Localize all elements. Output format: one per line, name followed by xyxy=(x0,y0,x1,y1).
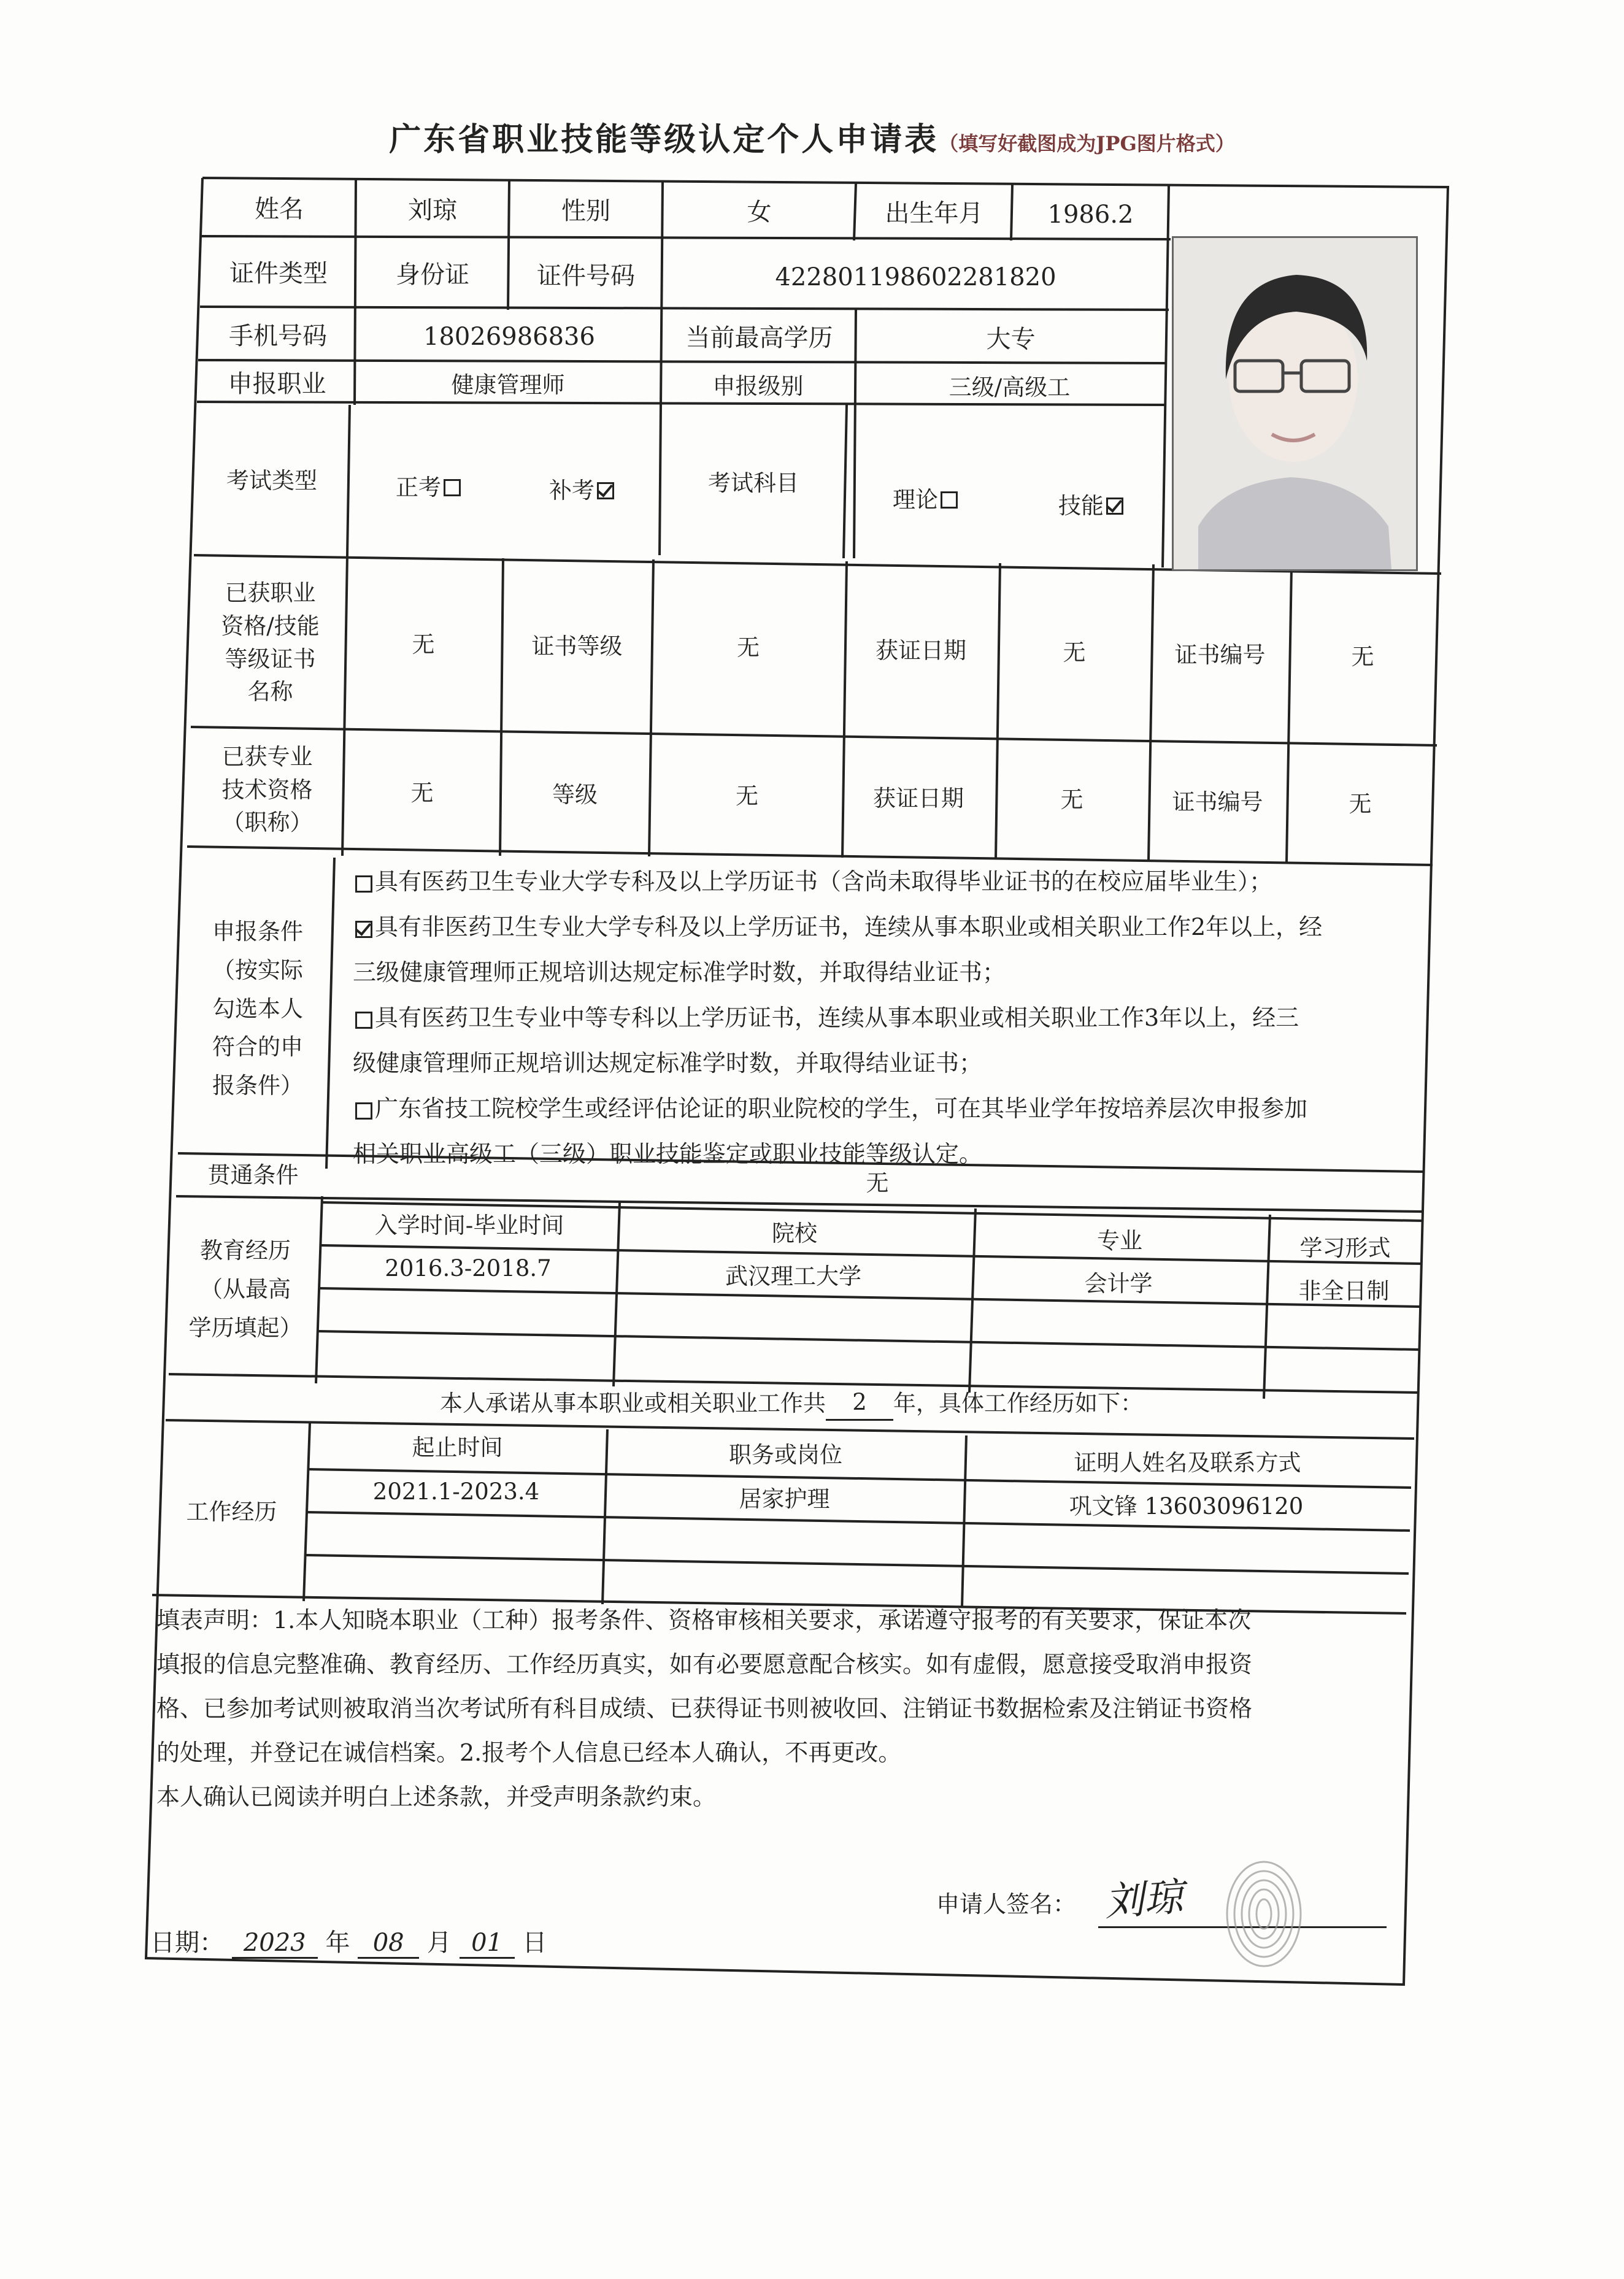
title-qual-label-line: （职称） xyxy=(221,809,313,836)
edu-row-1-mode[interactable]: 非全日制 xyxy=(1298,1277,1390,1304)
cert-number-value[interactable]: 无 xyxy=(1351,644,1374,671)
birth-value[interactable]: 1986.2 xyxy=(1047,201,1134,229)
condition-1-checkbox[interactable] xyxy=(355,875,372,893)
condition-option-2[interactable] xyxy=(353,904,1402,950)
title-note: （填写好截图成为JPG图片格式） xyxy=(939,132,1235,155)
conditions-label-line: （按实际 xyxy=(212,956,303,983)
condition-2-checkbox[interactable] xyxy=(355,921,372,938)
exam-makeup-text: 补考 xyxy=(549,477,595,504)
condition-1-line-1: 具有医药卫生专业大学专科及以上学历证书（含尚未取得毕业证书的在校应届毕业生）； xyxy=(375,868,1273,895)
id-type-value[interactable]: 身份证 xyxy=(396,261,469,289)
level-label: 申报级别 xyxy=(712,373,804,400)
declaration-line: 格、已参加考试则被取消当次考试所有科目成绩、已获得证书则被收回、注销证书数据检索及注销证书资格 xyxy=(156,1695,1253,1722)
id-no-value[interactable]: 422801198602281820 xyxy=(775,263,1056,291)
id-type-label: 证件类型 xyxy=(229,259,328,288)
title-qual-label-line: 已获专业 xyxy=(221,744,313,771)
level-value[interactable]: 三级/高级工 xyxy=(949,374,1071,401)
exam-type-label: 考试类型 xyxy=(226,467,317,494)
applicant-photo xyxy=(1172,236,1418,571)
phone-value[interactable]: 18026986836 xyxy=(423,322,595,351)
exam-makeup-checkbox[interactable] xyxy=(597,482,614,499)
conditions-label-line: 申报条件 xyxy=(212,918,303,945)
date-month-value[interactable]: 08 xyxy=(358,1929,419,1959)
work-header-reference: 证明人姓名及联系方式 xyxy=(1074,1450,1301,1477)
work-header-period: 起止时间 xyxy=(412,1434,503,1461)
through-label: 贯通条件 xyxy=(207,1162,299,1189)
occupation-value[interactable]: 健康管理师 xyxy=(451,372,565,399)
cert-number-label: 证书编号 xyxy=(1174,642,1266,669)
title-qual-name-value[interactable]: 无 xyxy=(410,779,434,806)
condition-2-line-2: 三级健康管理师正规培训达规定标准学时数，并取得结业证书； xyxy=(353,959,1006,986)
edu-header-school: 院校 xyxy=(772,1220,817,1247)
declaration-line: 填表声明：1.本人知晓本职业（工种）报考条件、资格审核相关要求，承诺遵守报考的有关要求，保证本次 xyxy=(156,1607,1252,1634)
condition-4-checkbox[interactable] xyxy=(355,1102,372,1120)
exam-theory-option[interactable] xyxy=(859,478,994,521)
declaration-line: 填报的信息完整准确、教育经历、工作经历真实，如有必要愿意配合核实。如有虚假，愿意接受取消申报资 xyxy=(156,1651,1253,1678)
fingerprint-icon xyxy=(1215,1853,1313,1975)
edu-header-major: 专业 xyxy=(1097,1227,1142,1254)
title-qual-number-value[interactable]: 无 xyxy=(1349,790,1372,817)
education-label-line: （从最高 xyxy=(200,1276,291,1303)
exam-regular-text: 正考 xyxy=(396,474,441,501)
work-promise-suffix: 年，具体工作经历如下： xyxy=(893,1389,1143,1416)
condition-3-line-1: 具有医药卫生专业中等专科以上学历证书，连续从事本职业或相关职业工作3年以上，经三 xyxy=(375,1004,1299,1031)
title-qual-label-line: 技术资格 xyxy=(221,776,313,803)
name-value[interactable]: 刘琼 xyxy=(408,196,457,225)
condition-4-line-1: 广东省技工院校学生或经评估论证的职业院校的学生，可在其毕业学年按培养层次申报参加 xyxy=(375,1095,1308,1122)
edu-label: 当前最高学历 xyxy=(685,323,833,352)
date-year-value[interactable]: 2023 xyxy=(232,1929,318,1959)
cert-date-label: 获证日期 xyxy=(875,637,966,664)
education-label-line: 教育经历 xyxy=(200,1237,291,1264)
id-no-label: 证件号码 xyxy=(537,262,635,290)
work-header-position: 职务或岗位 xyxy=(729,1442,842,1469)
exam-theory-checkbox[interactable] xyxy=(941,491,958,509)
date-day-unit: 日 xyxy=(522,1929,547,1957)
title-text: 广东省职业技能等级认定个人申请表 xyxy=(389,121,939,158)
exam-subject-label: 考试科目 xyxy=(708,469,799,496)
cert-label-line: 名称 xyxy=(247,678,293,705)
date-label: 日期： xyxy=(150,1929,224,1957)
condition-option-3[interactable] xyxy=(353,995,1402,1040)
work-row-1-position[interactable]: 居家护理 xyxy=(739,1486,830,1513)
condition-3-line-2: 级健康管理师正规培训达规定标准学时数，并取得结业证书； xyxy=(353,1050,983,1077)
work-row-1-period[interactable]: 2021.1-2023.4 xyxy=(372,1478,540,1505)
edu-row-1-major[interactable]: 会计学 xyxy=(1084,1270,1153,1297)
date-month-unit: 月 xyxy=(426,1929,452,1957)
birth-label: 出生年月 xyxy=(885,199,983,228)
work-years-value[interactable]: 2 xyxy=(826,1386,893,1421)
cert-date-value[interactable]: 无 xyxy=(1063,639,1086,666)
cert-label-line: 已获职业 xyxy=(225,580,316,607)
edu-header-mode: 学习形式 xyxy=(1299,1234,1391,1261)
conditions-label-line: 报条件） xyxy=(212,1072,303,1099)
work-promise xyxy=(169,1380,1414,1426)
conditions-label xyxy=(184,859,331,1159)
exam-skill-option[interactable] xyxy=(1031,485,1153,528)
condition-2-line-1: 具有非医药卫生专业大学专科及以上学历证书，连续从事本职业或相关职业工作2年以上，经 xyxy=(375,913,1323,940)
exam-theory-text: 理论 xyxy=(893,486,938,513)
title-qual-label xyxy=(189,730,345,850)
condition-3-checkbox[interactable] xyxy=(355,1012,372,1029)
date-year-unit: 年 xyxy=(325,1929,350,1957)
exam-regular-checkbox[interactable] xyxy=(444,479,461,496)
phone-label: 手机号码 xyxy=(229,321,327,350)
date-row xyxy=(150,1923,764,1966)
occupation-label: 申报职业 xyxy=(228,370,326,398)
cert-grade-label: 证书等级 xyxy=(531,633,623,660)
edu-header-period: 入学时间-毕业时间 xyxy=(374,1212,564,1239)
title-qual-grade-value[interactable]: 无 xyxy=(736,782,758,809)
cert-label xyxy=(192,558,348,727)
cert-label-line: 等级证书 xyxy=(225,645,316,672)
through-value[interactable]: 无 xyxy=(866,1170,889,1197)
exam-skill-checkbox[interactable] xyxy=(1106,498,1123,515)
edu-row-1-school[interactable]: 武汉理工大学 xyxy=(725,1262,861,1289)
edu-row-1-period[interactable]: 2016.3-2018.7 xyxy=(385,1255,552,1282)
work-label: 工作经历 xyxy=(186,1499,277,1526)
title-qual-number-label: 证书编号 xyxy=(1172,788,1263,815)
conditions-label-line: 勾选本人 xyxy=(212,995,303,1022)
signature-value[interactable]: 刘琼 xyxy=(1103,1874,1185,1926)
work-row-1-reference[interactable]: 巩文锋 13603096120 xyxy=(1069,1493,1304,1520)
exam-skill-text: 技能 xyxy=(1058,493,1104,520)
cert-name-value[interactable]: 无 xyxy=(412,631,435,658)
education-label xyxy=(172,1202,319,1377)
work-promise-prefix: 本人承诺从事本职业或相关职业工作共 xyxy=(440,1389,826,1416)
declaration xyxy=(156,1598,1402,1819)
condition-option-1[interactable] xyxy=(353,859,1402,904)
condition-4-line-2: 相关职业高级工（三级）职业技能鉴定或职业技能等级认定。 xyxy=(353,1140,983,1167)
signature-label: 申请人签名： xyxy=(936,1891,1076,1918)
title-qual-grade-label: 等级 xyxy=(552,781,598,808)
education-label-line: 学历填起） xyxy=(188,1314,302,1341)
name-label: 姓名 xyxy=(255,195,304,223)
title-qual-date-label: 获证日期 xyxy=(873,785,964,812)
exam-regular-option[interactable] xyxy=(368,466,491,509)
condition-option-4[interactable] xyxy=(353,1086,1402,1131)
conditions-list xyxy=(353,859,1402,1177)
conditions-label-line: 符合的申 xyxy=(212,1034,303,1061)
declaration-line: 的处理，并登记在诚信档案。2.报考个人信息已经本人确认，不再更改。 xyxy=(156,1739,902,1766)
cert-label-line: 资格/技能 xyxy=(221,612,320,639)
gender-value[interactable]: 女 xyxy=(747,198,772,226)
declaration-line: 本人确认已阅读并明白上述条款，并受声明条款约束。 xyxy=(156,1783,717,1810)
title-qual-date-value[interactable]: 无 xyxy=(1060,786,1083,813)
exam-makeup-option[interactable] xyxy=(521,469,644,512)
edu-value[interactable]: 大专 xyxy=(986,325,1036,353)
date-day-value[interactable]: 01 xyxy=(460,1929,515,1959)
gender-label: 性别 xyxy=(561,197,610,225)
cert-grade-value[interactable]: 无 xyxy=(737,634,760,661)
